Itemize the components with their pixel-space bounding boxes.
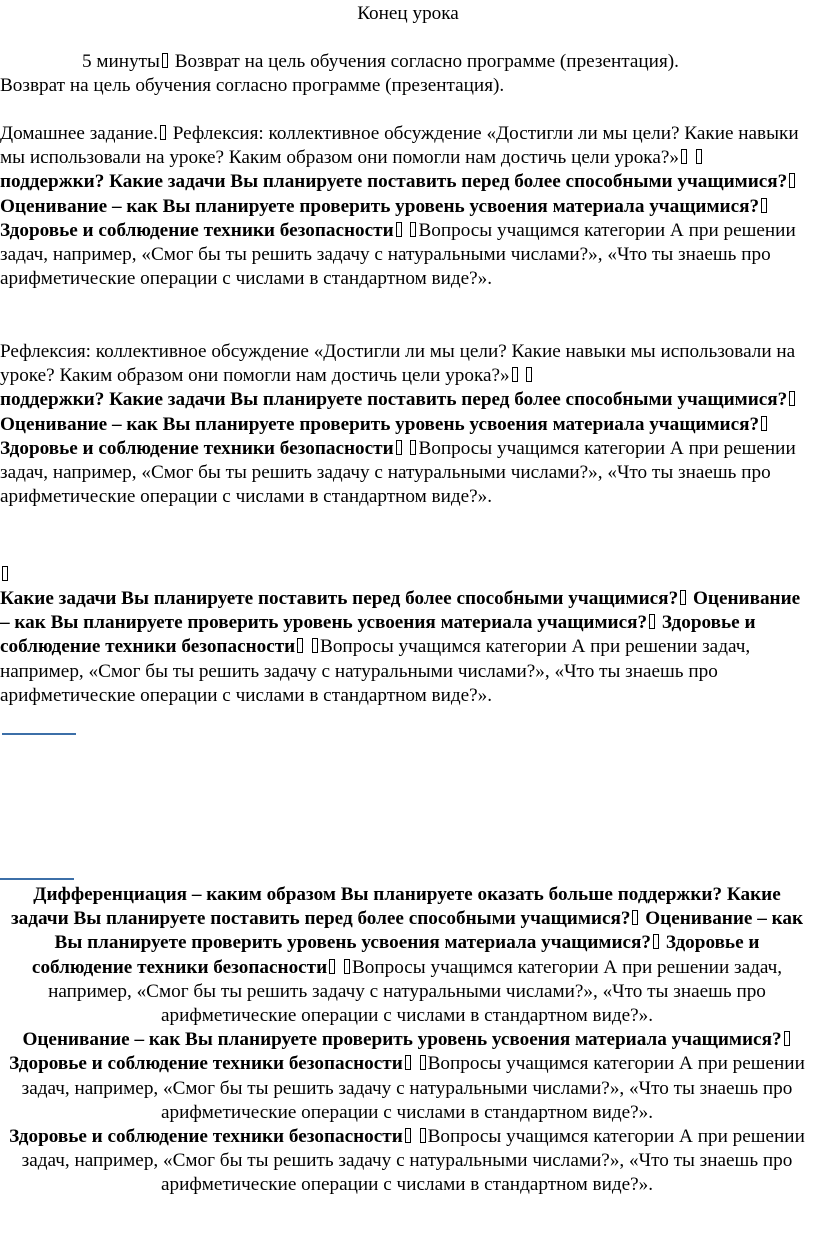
missing-glyph-icon — [784, 1031, 790, 1046]
intro-paragraph: 5 минуты Возврат на цель обучения согласно программе (презентация). Возврат на цель обучения согласно программе (презентация). — [0, 51, 679, 97]
missing-glyph-icon — [410, 222, 416, 237]
centered-block: Дифференциация – каким образом Вы планируете оказать больше поддержки? Какие задачи Вы планируете поставить перед более способными учащимися? Оценивание – как Вы планируете проверить уровень усвоения материала учащимися? Здоровье и соблюдение техники безопасности Вопросы учащимся категории А при решении задач, например, «Смог бы ты решить задачу с натуральными числами?», «Что ты знаешь про арифметические операции с числами в стандартном виде?». Оценивание – как Вы планируете проверить уровень усвоения материала учащимися? Здоровье и соблюдение техники безопасности Вопросы учащимся категории А при решении задач, например, «Смог бы ты решить задачу с натуральными числами?», «Что ты знаешь про арифметические операции с числами в стандартном виде?». Здоровье и соблюдение техники безопасности Вопросы учащимся категории А при решении задач, например, «Смог бы ты решить задачу с натуральными числами?», «Что ты знаешь про арифметические операции с числами в стандартном виде?». — [9, 884, 805, 1196]
missing-glyph-icon — [297, 638, 303, 653]
missing-glyph-icon — [162, 53, 168, 68]
tasks-block-3: Какие задачи Вы планируете поставить перед более способными учащимися? Оценивание – как Вы планируете проверить уровень усвоения материала учащимися? Здоровье и соблюдение техники безопасности Вопросы учащимся категории А при решении задач, например, «Смог бы ты решить задачу с натуральными числами?», «Что ты знаешь про арифметические операции с числами в стандартном виде?». — [0, 563, 806, 708]
missing-glyph-icon — [653, 934, 659, 949]
page-title: Конец урока — [357, 3, 459, 24]
missing-glyph-icon — [512, 367, 518, 382]
missing-glyph-icon — [649, 614, 655, 629]
missing-glyph-icon — [2, 566, 8, 581]
missing-glyph-icon — [410, 440, 416, 455]
missing-glyph-icon — [344, 959, 350, 974]
missing-glyph-icon — [396, 222, 402, 237]
missing-glyph-icon — [761, 416, 767, 431]
underline-rule — [0, 878, 74, 880]
missing-glyph-icon — [405, 1128, 411, 1143]
missing-glyph-icon — [696, 149, 702, 164]
missing-glyph-icon — [526, 367, 532, 382]
reflection-block-2: Рефлексия: коллективное обсуждение «Достигли ли мы цели? Какие навыки мы использовали на уроке? Каким образом они помогли нам достичь цели урока?» поддержки? Какие задачи Вы планируете поставить перед более способными учащимися? Оценивание – как Вы планируете проверить уровень усвоения материала учащимися? Здоровье и соблюдение техники безопасности Вопросы учащимся категории А при решении задач, например, «Смог бы ты решить задачу с натуральными числами?», «Что ты знаешь про арифметические операции с числами в стандартном виде?». — [0, 341, 796, 508]
missing-glyph-icon — [789, 391, 795, 406]
missing-glyph-icon — [160, 125, 166, 140]
missing-glyph-icon — [312, 638, 318, 653]
missing-glyph-icon — [405, 1055, 411, 1070]
missing-glyph-icon — [396, 440, 402, 455]
missing-glyph-icon — [789, 173, 795, 188]
missing-glyph-icon — [329, 959, 335, 974]
homework-block-1: Домашнее задание. Рефлексия: коллективное обсуждение «Достигли ли мы цели? Какие навыки мы использовали на уроке? Каким образом они помогли нам достичь цели урока?» поддержки? Какие задачи Вы планируете поставить перед более способными учащимися? Оценивание – как Вы планируете проверить уровень усвоения материала учащимися? Здоровье и соблюдение техники безопасности Вопросы учащимся категории А при решении задач, например, «Смог бы ты решить задачу с натуральными числами?», «Что ты знаешь про арифметические операции с числами в стандартном виде?». — [0, 123, 799, 290]
missing-glyph-icon — [681, 149, 687, 164]
missing-glyph-icon — [420, 1055, 426, 1070]
missing-glyph-icon — [632, 910, 638, 925]
missing-glyph-icon — [420, 1128, 426, 1143]
underline-rule — [2, 733, 76, 735]
missing-glyph-icon — [761, 198, 767, 213]
missing-glyph-icon — [680, 590, 686, 605]
